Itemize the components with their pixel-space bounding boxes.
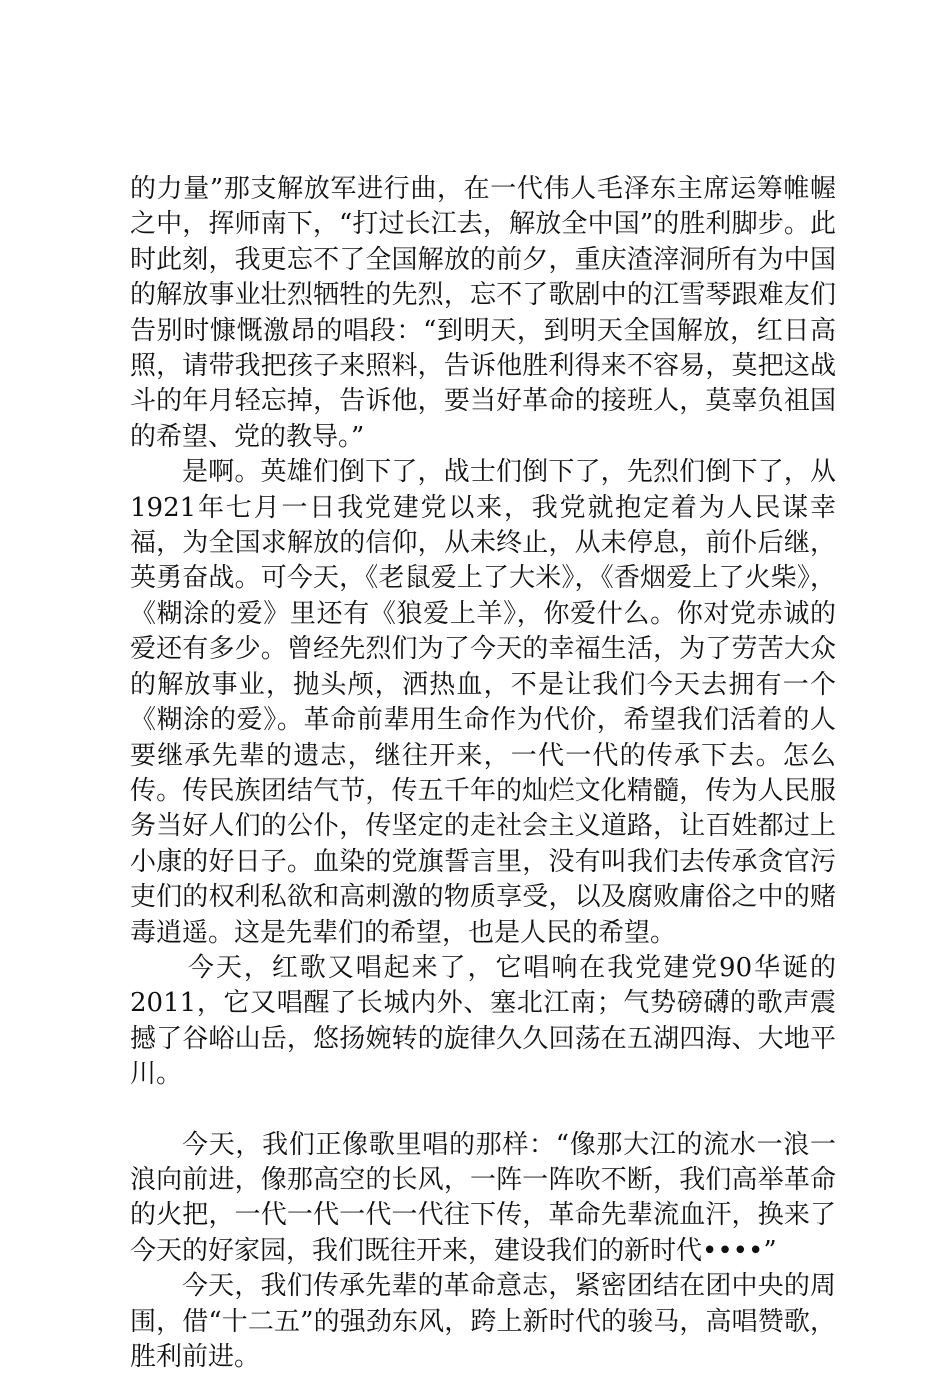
paragraph-continuation: 的力量”那支解放军进行曲，在一代伟人毛泽东主席运筹帷幄之中，挥师南下，“打过长江去，解放全中国”的胜利脚步。此时此刻，我更忘不了全国解放的前夕，重庆渣滓洞所有为中国的解放事业壮烈牺牲的先烈，忘不了歌剧中的江雪琴跟难友们告别时慷慨激昂的唱段：“到明天，到明天全国解放，红日高照，请带我把孩子来照料，告诉他胜利得来不容易，莫把这战斗的年月轻忘掉，告诉他，要当好革命的接班人，莫辜负祖国的希望、党的教导。” [130, 174, 836, 452]
paragraph-red-songs: 今天，红歌又唱起来了，它唱响在我党建党90华诞的2011，它又唱醒了长城内外、塞北江南；气势磅礴的歌声震撼了谷峪山岳，悠扬婉转的旋律久久回荡在五湖四海、大地平川。 [130, 952, 836, 1090]
paragraph-song-lyrics: 今天，我们正像歌里唱的那样：“像那大江的流水一浪一浪向前进，像那高空的长风，一阵一阵吹不断，我们高举革命的火把，一代一代一代一代往下传，革命先辈流血汗，换来了今天的好家园，我们既往开来，建设我们的新时代••••” [130, 1129, 836, 1266]
paragraph-conclusion: 今天，我们传承先辈的革命意志，紧密团结在团中央的周围，借“十二五”的强劲东风，跨上新时代的骏马，高唱赞歌，胜利前进。 [130, 1271, 836, 1372]
paragraph-gap [130, 1093, 836, 1128]
document-page [130, 172, 836, 1375]
paragraph-heroes: 是啊。英雄们倒下了，战士们倒下了，先烈们倒下了，从1921年七月一日我党建党以来，我党就抱定着为人民谋幸福，为全国求解放的信仰，从未终止，从未停息，前仆后继，英勇奋战。可今天，《老鼠爱上了大米》，《香烟爱上了火柴》，《糊涂的爱》里还有《狼爱上羊》，你爱什么。你对党赤诚的爱还有多少。曾经先烈们为了今天的幸福生活，为了劳苦大众的解放事业，抛头颅，洒热血，不是让我们今天去拥有一个《糊涂的爱》。革命前辈用生命作为代价，希望我们活着的人要继承先辈的遗志，继往开来，一代一代的传承下去。怎么传。传民族团结气节，传五千年的灿烂文化精髓，传为人民服务当好人们的公仆，传坚定的走社会主义道路，让百姓都过上小康的好日子。血染的党旗誓言里，没有叫我们去传承贪官污吏们的权利私欲和高刺激的物质享受，以及腐败庸俗之中的赌毒逍遥。这是先辈们的希望，也是人民的希望。 [130, 457, 836, 948]
